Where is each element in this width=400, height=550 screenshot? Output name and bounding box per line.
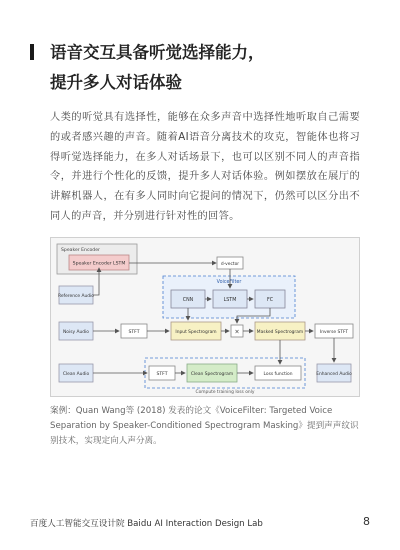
caption-label: 案例： [50,406,76,416]
footer-publisher: 百度人工智能交互设计院 Baidu AI Interaction Design Lab [30,519,263,529]
clean-audio-label: Clean Audio [62,372,90,377]
cnn-label: CNN [182,298,194,303]
loss-function-label: Loss function [263,372,293,377]
caption-text: Quan Wang等 (2018) 发表的论文《VoiceFilter: Targeted Voice Separation by Speaker-Conditioned Spectrogram Masking》提到声声纹识别技术，实现定向人声分离。 [50,406,359,446]
fc-label: FC [266,298,274,303]
body-paragraph: 人类的听觉具有选择性，能够在众多声音中选择性地听取自己需要的或者感兴趣的声音。随着AI语音分离技术的攻克，智能体也将习得听觉选择能力，在多人对话场景下，也可以区别不同人的声音指令，并进行个性化的反馈，提升多人对话体验。例如摆放在展厅的讲解机器人，在有多人同时向它提问的情况下，仍然可以区分出不同人的声音，并分别进行针对性的回答。 [50,112,360,222]
page-footer [30,517,370,529]
speaker-encoder-group-label: Speaker Encoder [61,248,100,253]
section-heading [50,38,370,98]
lstm-label: LSTM [223,298,237,303]
embedding-label: d-vector [220,262,240,267]
reference-audio-label: Reference Audio [58,294,94,299]
page-number: 8 [363,515,370,528]
masked-spectrogram-label: Masked Spectrogram [256,330,304,335]
multiply-label: × [234,328,240,336]
diagram-svg [51,238,361,398]
clean-spectrogram-label: Clean Spectrogram [190,372,234,377]
figure-caption [50,404,360,449]
voicefilter-diagram [50,237,360,397]
noisy-audio-label: Noisy Audio [63,330,89,335]
heading-line-2: 提升多人对话体验 [50,73,182,92]
stft-label-1: STFT [128,330,140,335]
heading-accent-bar [30,44,34,60]
stft-label-2: STFT [156,372,168,377]
speaker-encoder-box-label: Speaker Encoder LSTM [72,261,126,267]
voicefilter-group-label: VoiceFilter [216,280,242,285]
enhanced-audio-label: Enhanced Audio [316,372,352,377]
inverse-stft-label: Inverse STFT [319,330,349,335]
training-loss-label: Compute training loss only [195,390,255,395]
heading-line-1: 语音交互具备听觉选择能力， [50,43,265,62]
input-spectrogram-label: Input Spectrogram [175,330,217,335]
